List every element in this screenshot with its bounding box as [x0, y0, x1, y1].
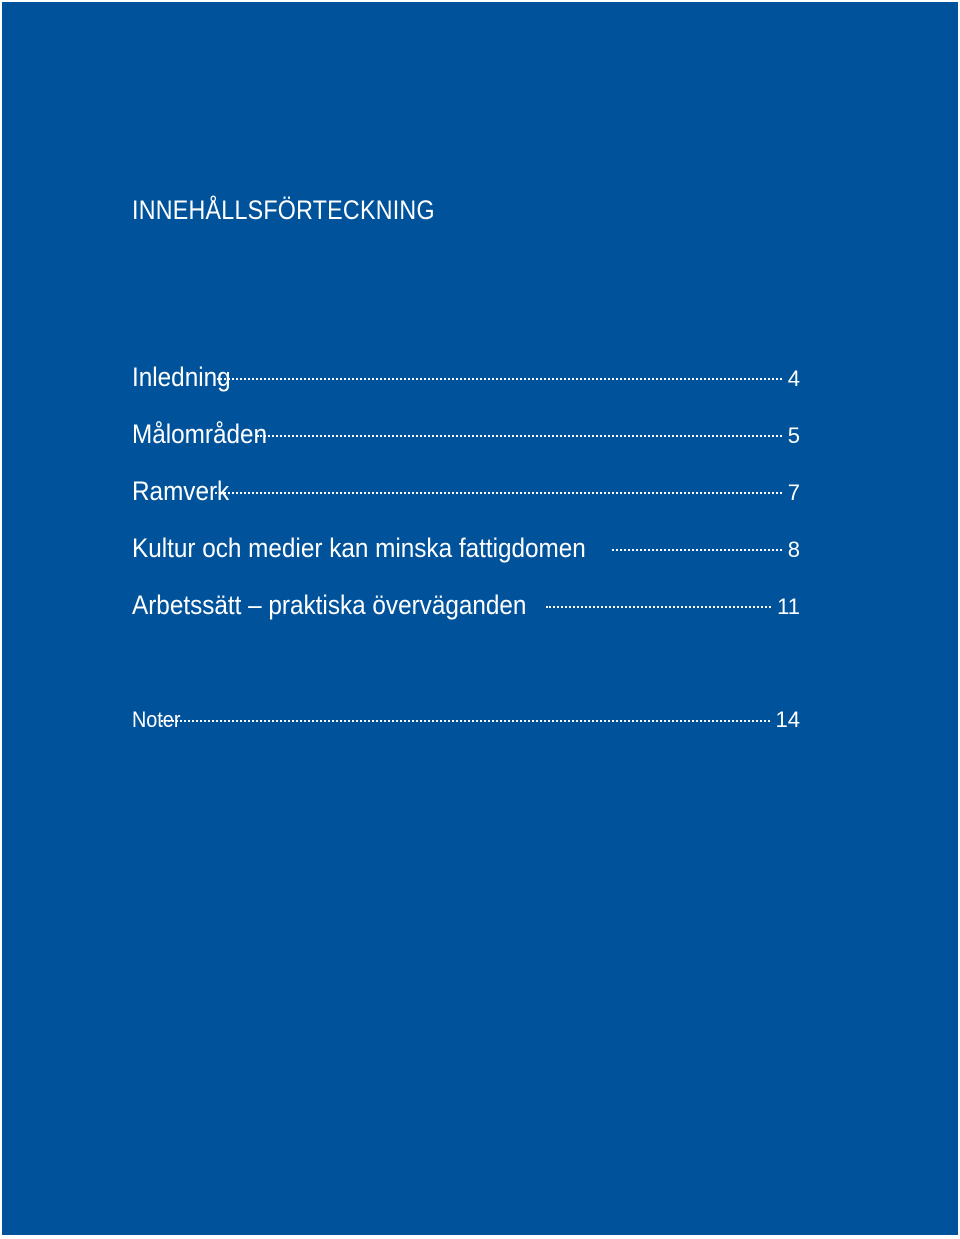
dot-leader [215, 492, 781, 494]
dot-leader [257, 435, 781, 437]
toc-entry[interactable] [132, 362, 800, 419]
dot-leader [546, 606, 772, 608]
toc-page [2, 2, 958, 1235]
toc-entry[interactable] [132, 476, 800, 533]
dot-leader [217, 378, 782, 380]
toc-entry-notes[interactable] [132, 707, 800, 764]
page-title: INNEHÅLLSFÖRTECKNING [132, 195, 435, 225]
toc-page-number: 11 [777, 594, 800, 619]
toc-page-number: 7 [787, 480, 800, 505]
toc-entry-label: Kultur och medier kan minska fattigdomen [132, 533, 586, 563]
dot-leader [612, 549, 782, 551]
toc-entry-label: Noter [132, 707, 181, 732]
toc-entry-label: Arbetssätt – praktiska överväganden [132, 590, 527, 620]
dot-leader [161, 720, 769, 722]
toc-page-number: 5 [787, 423, 800, 448]
toc-entry[interactable] [132, 419, 800, 476]
toc-entry-label: Ramverk [132, 476, 230, 506]
toc-entry-label: Målområden [132, 419, 268, 449]
toc-page-number: 4 [787, 366, 800, 391]
toc-entry[interactable] [132, 533, 800, 590]
toc-page-number: 8 [787, 537, 800, 562]
toc-entry-label: Inledning [132, 362, 231, 392]
toc-entry[interactable] [132, 590, 800, 647]
toc-list [132, 362, 800, 732]
toc-page-number: 14 [775, 707, 800, 732]
